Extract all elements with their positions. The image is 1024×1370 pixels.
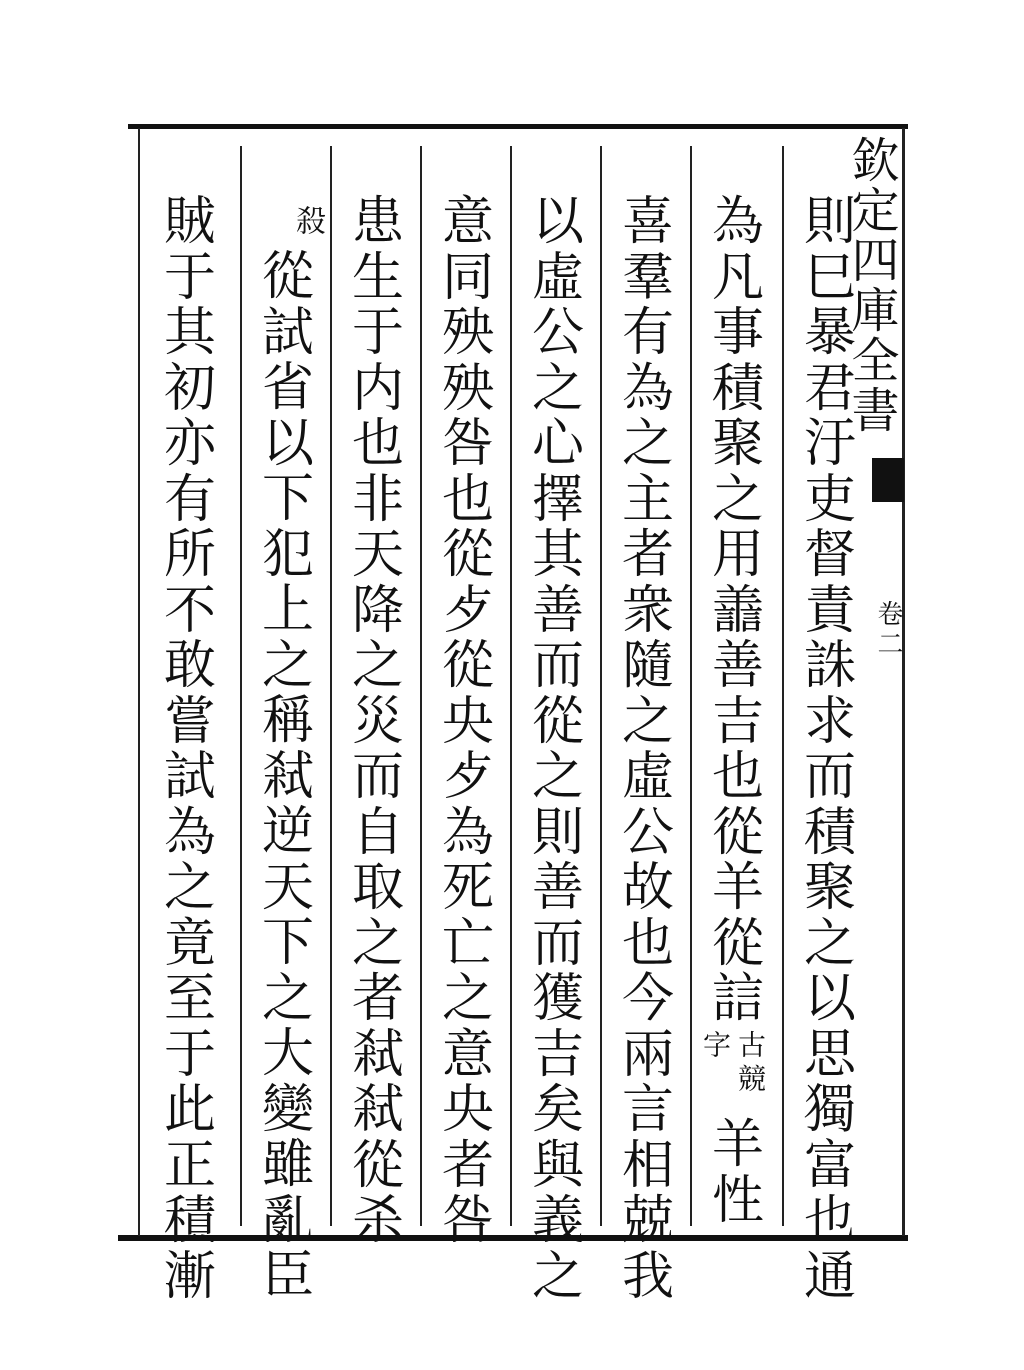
- character: 兢: [621, 1191, 674, 1251]
- character: 之: [803, 913, 856, 974]
- character: 之: [531, 1246, 584, 1307]
- character: 所: [163, 525, 216, 585]
- character: 竟: [163, 913, 216, 974]
- character: 通: [803, 1246, 856, 1307]
- character: 之: [531, 747, 584, 807]
- character: 富: [803, 1135, 856, 1196]
- character: 于: [163, 247, 216, 308]
- character: 于: [163, 1024, 216, 1085]
- character: 積: [163, 1191, 216, 1251]
- character: 言: [621, 1080, 674, 1140]
- character: 而: [351, 747, 404, 807]
- character: 以: [261, 413, 314, 474]
- character: 非: [351, 469, 404, 530]
- character: 而: [803, 747, 856, 807]
- text-column-7: [248, 247, 328, 1306]
- interlinear-note: 字: [699, 1030, 732, 1064]
- character: 之: [531, 358, 584, 419]
- character: 吉: [711, 691, 764, 752]
- character: 以: [803, 969, 856, 1029]
- character: 之: [621, 691, 674, 752]
- character: 之: [163, 858, 216, 918]
- character: 羊: [711, 1115, 764, 1175]
- character: 吏: [803, 469, 856, 530]
- character: 意: [441, 1024, 494, 1085]
- volume-label: 卷二: [873, 600, 903, 660]
- character: 不: [163, 580, 216, 641]
- character: 獨: [803, 1080, 856, 1140]
- column-divider: [510, 146, 512, 1226]
- column-divider: [330, 146, 332, 1226]
- character: 獲: [531, 969, 584, 1029]
- character: 有: [163, 469, 216, 530]
- character: 今: [621, 969, 674, 1029]
- character: 之: [621, 414, 674, 474]
- character: 生: [351, 247, 404, 308]
- character: 求: [803, 691, 856, 752]
- character: 也: [711, 747, 764, 807]
- character: 善: [711, 636, 764, 696]
- character: 主: [621, 469, 674, 530]
- character: 此: [163, 1080, 216, 1140]
- character: 下: [261, 469, 314, 529]
- character: 衆: [621, 580, 674, 641]
- column-divider: [600, 146, 602, 1226]
- character: 汙: [803, 414, 856, 474]
- character: 用: [711, 525, 764, 585]
- character: 從: [261, 247, 314, 307]
- character: 漸: [163, 1246, 216, 1307]
- character: 央: [441, 1080, 494, 1140]
- character: 積: [803, 802, 856, 863]
- column-divider: [782, 146, 784, 1226]
- character: 矣: [531, 1080, 584, 1140]
- character: 公: [531, 303, 584, 363]
- character: 為: [441, 802, 494, 863]
- character: 臣: [261, 1246, 314, 1306]
- character: 從: [531, 691, 584, 752]
- character: 喜: [621, 192, 674, 252]
- character: 患: [351, 192, 404, 252]
- character: 善: [531, 858, 584, 918]
- character: 從: [441, 525, 494, 585]
- text-column-4: [518, 192, 598, 1307]
- character: 天: [351, 525, 404, 585]
- character: 吉: [531, 1024, 584, 1085]
- character: 意: [441, 192, 494, 252]
- character: 弒: [351, 1024, 404, 1085]
- character: 嘗: [163, 691, 216, 752]
- text-column-2: [698, 192, 778, 1029]
- character: 為: [711, 192, 764, 252]
- character: 虛: [621, 747, 674, 807]
- character: 亡: [441, 913, 494, 974]
- character: 逆: [261, 802, 314, 862]
- character: 羊: [711, 858, 764, 918]
- character: 也: [441, 469, 494, 530]
- character: 從: [351, 1135, 404, 1196]
- character: 之: [351, 913, 404, 974]
- character: 則: [531, 802, 584, 863]
- character: 故: [621, 858, 674, 918]
- character: 死: [441, 858, 494, 918]
- character: 聚: [711, 414, 764, 474]
- character: 心: [531, 414, 584, 474]
- column-divider: [420, 146, 422, 1226]
- character: 巳: [803, 247, 856, 308]
- character: 試: [163, 747, 216, 807]
- character: 則: [803, 192, 856, 252]
- text-column-2-tail: [698, 1115, 778, 1231]
- character: 公: [621, 802, 674, 863]
- top-border: [128, 124, 908, 129]
- character: 譱: [711, 580, 764, 641]
- character: 杀: [351, 1191, 404, 1251]
- character: 稱: [261, 691, 314, 751]
- character: 積: [711, 358, 764, 419]
- character: 咎: [441, 414, 494, 474]
- character: 責: [803, 580, 856, 641]
- character: 聚: [803, 858, 856, 918]
- character: 天: [261, 857, 314, 918]
- character: 義: [531, 1191, 584, 1251]
- character: 我: [621, 1246, 674, 1307]
- small-annotation: 殺: [290, 205, 325, 241]
- character: 相: [621, 1135, 674, 1196]
- character: 初: [163, 358, 216, 419]
- character: 其: [531, 525, 584, 585]
- character: 降: [351, 580, 404, 641]
- character: 虛: [531, 247, 584, 308]
- character: 君: [803, 358, 856, 419]
- character: 也: [803, 1191, 856, 1251]
- text-column-8: [150, 192, 230, 1307]
- character: 弒: [351, 1080, 404, 1140]
- character: 從: [441, 636, 494, 696]
- character: 雖: [261, 1135, 314, 1195]
- text-column-6: [338, 192, 418, 1251]
- column-divider: [240, 146, 242, 1226]
- character: 從: [711, 802, 764, 863]
- character: 災: [351, 691, 404, 752]
- character: 殃: [441, 358, 494, 419]
- character: 者: [621, 525, 674, 585]
- character: 歺: [441, 580, 494, 641]
- character: 大: [261, 1024, 314, 1084]
- character: 以: [531, 192, 584, 252]
- character: 殃: [441, 303, 494, 363]
- character: 隨: [621, 636, 674, 696]
- text-column-3: [608, 192, 688, 1307]
- character: 亂: [261, 1190, 314, 1251]
- left-frame-line: [138, 128, 140, 1236]
- character: 咎: [441, 1191, 494, 1251]
- book-title-margin: 欽定四庫全書: [843, 135, 899, 435]
- character: 而: [531, 636, 584, 696]
- character: 歺: [441, 747, 494, 807]
- character: 賊: [163, 192, 216, 252]
- character: 也: [351, 414, 404, 474]
- character: 試: [261, 302, 314, 363]
- text-column-1: [790, 192, 870, 1307]
- fishtail-mark: [872, 458, 904, 502]
- character: 兩: [621, 1024, 674, 1085]
- character: 變: [261, 1079, 314, 1140]
- character: 犯: [261, 524, 314, 585]
- character: 于: [351, 303, 404, 363]
- character: 督: [803, 525, 856, 585]
- character: 為: [621, 358, 674, 419]
- character: 也: [621, 913, 674, 974]
- character: 至: [163, 969, 216, 1029]
- character: 思: [803, 1024, 856, 1085]
- character: 之: [711, 469, 764, 530]
- character: 自: [351, 802, 404, 863]
- character: 者: [351, 969, 404, 1029]
- character: 其: [163, 303, 216, 363]
- character: 擇: [531, 469, 584, 530]
- character: 之: [261, 968, 314, 1029]
- character: 凡: [711, 247, 764, 308]
- character: 之: [351, 636, 404, 696]
- character: 事: [711, 303, 764, 363]
- character: 誩: [711, 969, 764, 1029]
- text-column-5: [428, 192, 508, 1251]
- character: 善: [531, 580, 584, 641]
- character: 亦: [163, 414, 216, 474]
- character: 上: [261, 580, 314, 640]
- character: 正: [163, 1135, 216, 1196]
- character: 為: [163, 802, 216, 863]
- character: 敢: [163, 636, 216, 696]
- character: 與: [531, 1135, 584, 1196]
- character: 弒: [261, 746, 314, 807]
- character: 内: [351, 358, 404, 419]
- character: 性: [711, 1170, 764, 1231]
- character: 者: [441, 1135, 494, 1196]
- character: 省: [261, 358, 314, 418]
- character: 羣: [621, 247, 674, 308]
- column-divider: [690, 146, 692, 1226]
- interlinear-note: 古競: [734, 1030, 767, 1098]
- character: 央: [441, 691, 494, 752]
- character: 誅: [803, 636, 856, 696]
- character: 從: [711, 913, 764, 974]
- character: 之: [261, 635, 314, 696]
- character: 同: [441, 247, 494, 308]
- character: 而: [531, 913, 584, 974]
- character: 之: [441, 969, 494, 1029]
- character: 取: [351, 858, 404, 918]
- character: 下: [261, 913, 314, 973]
- character: 暴: [803, 303, 856, 363]
- character: 有: [621, 303, 674, 363]
